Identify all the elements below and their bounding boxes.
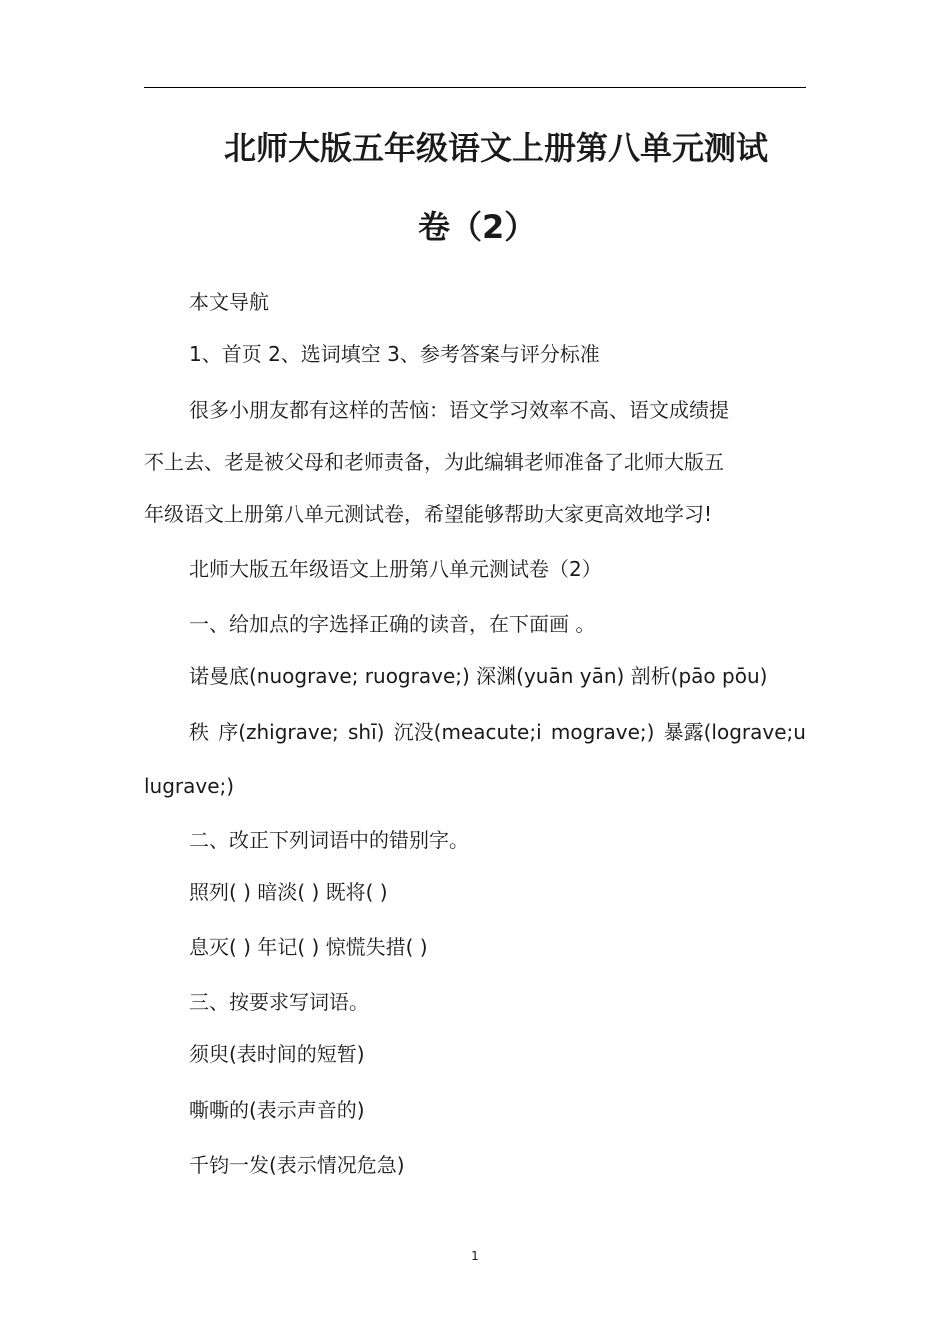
document-title-line1: 北师大版五年级语文上册第八单元测试 — [224, 129, 769, 167]
question-2-line-1: 照列( ) 暗淡( ) 既将( ) — [189, 880, 388, 904]
intro-line-3: 年级语文上册第八单元测试卷，希望能够帮助大家更高效地学习! — [144, 502, 713, 526]
question-3-heading: 三、按要求写词语。 — [189, 990, 369, 1014]
question-1-line-1: 诺曼底(nuograve; ruograve;) 深渊(yuān yān) 剖析(pāo pōu) — [189, 664, 768, 688]
question-3-item-3: 千钧一发(表示情况危急) — [189, 1153, 405, 1177]
text-segment: 沉没(meacute;i — [393, 720, 542, 744]
question-3-item-2: 嘶嘶的(表示声音的) — [189, 1098, 365, 1122]
question-1-heading: 一、给加点的字选择正确的读音，在下面画 。 — [189, 612, 596, 636]
nav-links: 1、首页 2、选词填空 3、参考答案与评分标准 — [189, 342, 600, 366]
text-segment: shī) — [348, 720, 385, 744]
page-number: 1 — [471, 1249, 479, 1263]
question-1-line-2 — [144, 718, 806, 746]
question-1-line-3: lugrave;) — [144, 774, 235, 798]
question-3-item-1: 须臾(表时间的短暂) — [189, 1042, 365, 1066]
text-segment: mograve;) — [550, 720, 655, 744]
text-segment: 秩 — [189, 720, 209, 744]
header-rule — [144, 87, 806, 88]
section-title: 北师大版五年级语文上册第八单元测试卷（2） — [189, 557, 602, 581]
question-2-heading: 二、改正下列词语中的错别字。 — [189, 828, 469, 852]
intro-line-2: 不上去、老是被父母和老师责备，为此编辑老师准备了北师大版五 — [144, 450, 724, 474]
question-2-line-2: 息灭( ) 年记( ) 惊慌失措( ) — [189, 935, 428, 959]
text-segment: 序(zhigrave; — [218, 720, 339, 744]
text-segment: 暴露(lograve;u — [663, 720, 806, 744]
nav-heading: 本文导航 — [189, 290, 269, 314]
document-title-line2: 卷（2） — [418, 208, 537, 246]
intro-line-1: 很多小朋友都有这样的苦恼：语文学习效率不高、语文成绩提 — [189, 398, 729, 422]
